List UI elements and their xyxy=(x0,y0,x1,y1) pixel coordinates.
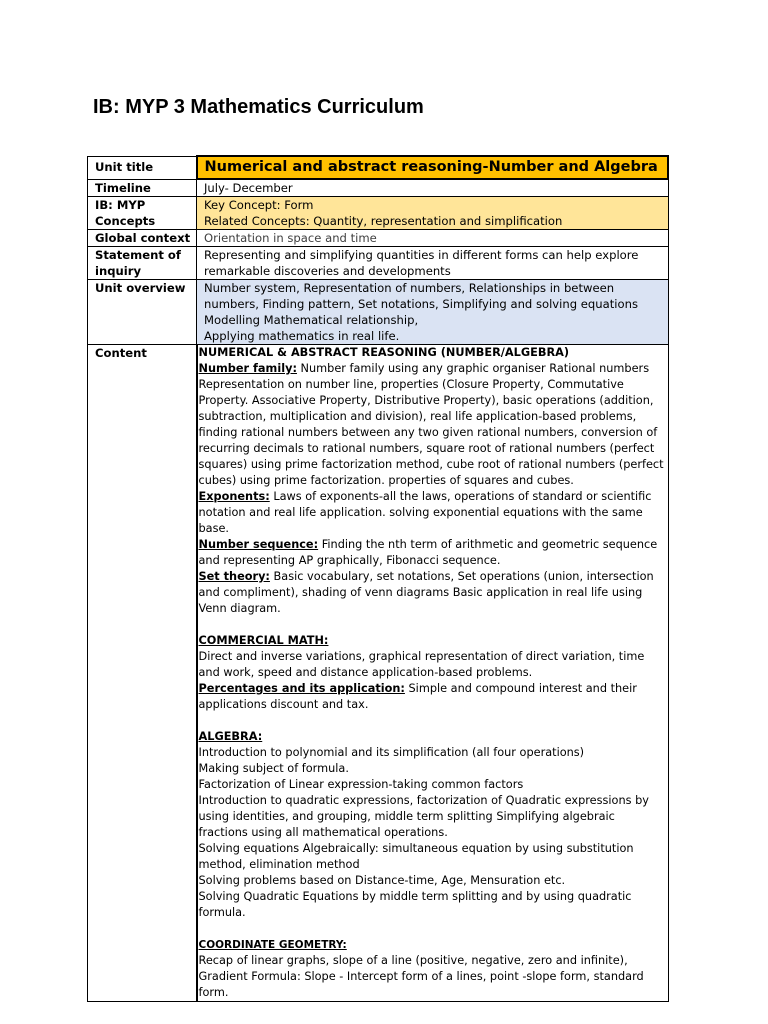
set-theory-text: Basic vocabulary, set notations, Set operations (union, intersection and compliment), shading of venn diagrams Basic application in real life using Venn diagram. xyxy=(198,570,654,615)
statement-label-line1: Statement of xyxy=(95,248,181,262)
statement-label xyxy=(88,247,197,280)
page-title: IB: MYP 3 Mathematics Curriculum xyxy=(93,96,424,118)
algebra-line: Factorization of Linear expression-taking common factors xyxy=(198,778,524,791)
row-timeline xyxy=(88,179,669,197)
commercial-heading: COMMERCIAL MATH: xyxy=(198,634,329,647)
row-unit-overview xyxy=(88,280,669,345)
overview-line2: Applying mathematics in real life. xyxy=(204,329,400,343)
algebra-line: Solving Quadratic Equations by middle term splitting and by using quadratic formula. xyxy=(198,890,632,919)
number-family-text: Number family using any graphic organiser Rational numbers Representation on number line, properties (Closure Property, Commutative Property. Associative Property, Distributive Property), basic operations (addition, subtraction, multiplication and division), real life application-based problems, finding rational numbers between any two given rational numbers, conversion of recurring decimals to rational numbers, square root of rational numbers (perfect squares) using prime factorization method, cube root of rational numbers (perfect cubes) using prime factorization. properties of squares and cubes. xyxy=(198,362,664,487)
set-theory-label: Set theory: xyxy=(198,570,270,583)
algebra-line: Solving equations Algebraically: simultaneous equation by using substitution method, elimination method xyxy=(198,842,634,871)
overview-line1: Number system, Representation of numbers, Relationships in between numbers, Finding pattern, Set notations, Simplifying and solving equations Modelling Mathematical relationship, xyxy=(204,281,638,327)
set-theory-paragraph xyxy=(199,569,666,617)
number-family-label: Number family: xyxy=(198,362,297,375)
spacer xyxy=(199,921,666,937)
concepts-value xyxy=(197,197,669,230)
algebra-line: Making subject of formula. xyxy=(198,762,349,775)
sequence-paragraph xyxy=(199,537,666,569)
statement-value: Representing and simplifying quantities in different forms can help explore remarkable discoveries and developments xyxy=(197,247,669,280)
row-global-context xyxy=(88,230,669,247)
statement-label-line2: inquiry xyxy=(95,264,142,278)
commercial-text: Direct and inverse variations, graphical representation of direct variation, time and work, speed and distance application-based problems. xyxy=(198,650,645,679)
percent-text: Simple and compound interest and their applications discount and tax. xyxy=(198,682,637,711)
sequence-label: Number sequence: xyxy=(198,538,319,551)
row-statement xyxy=(88,247,669,280)
sequence-text: Finding the nth term of arithmetic and geometric sequence and representing AP graphically, Fibonacci sequence. xyxy=(198,538,658,567)
percent-paragraph xyxy=(199,681,666,713)
algebra-line: Introduction to polynomial and its simplification (all four operations) xyxy=(198,746,585,759)
algebra-line: Introduction to quadratic expressions, factorization of Quadratic expressions by using identities, and grouping, middle term splitting Simplifying algebraic fractions using all mathematical operations. xyxy=(198,794,649,839)
spacer xyxy=(199,617,666,633)
coordinate-line: Gradient Formula: Slope - Intercept form of a lines, point -slope form, standard form. xyxy=(198,970,644,999)
overview-label: Unit overview xyxy=(88,280,197,345)
concepts-label-line2: Concepts xyxy=(95,214,156,228)
coordinate-heading: COORDINATE GEOMETRY: xyxy=(198,939,347,951)
content-value xyxy=(197,345,669,1002)
number-family-paragraph xyxy=(199,361,666,489)
percent-label: Percentages and its application: xyxy=(198,682,405,695)
related-concepts: Related Concepts: Quantity, representation and simplification xyxy=(204,214,563,228)
key-concept: Key Concept: Form xyxy=(204,198,314,212)
content-heading: NUMERICAL & ABSTRACT REASONING (NUMBER/ALGEBRA) xyxy=(198,346,570,359)
row-content xyxy=(88,345,669,1002)
row-concepts xyxy=(88,197,669,230)
exponents-paragraph xyxy=(199,489,666,537)
global-context-label: Global context xyxy=(88,230,197,247)
exponents-label: Exponents: xyxy=(198,490,270,503)
global-context-value: Orientation in space and time xyxy=(197,230,669,247)
unit-title-label: Unit title xyxy=(88,156,197,179)
spacer xyxy=(199,713,666,729)
timeline-value: July- December xyxy=(197,179,669,197)
curriculum-table xyxy=(87,155,669,1002)
row-unit-title xyxy=(88,156,669,179)
algebra-line: Solving problems based on Distance-time, Age, Mensuration etc. xyxy=(198,874,566,887)
coordinate-line: Recap of linear graphs, slope of a line (positive, negative, zero and infinite), xyxy=(198,954,628,967)
timeline-label: Timeline xyxy=(88,179,197,197)
content-label: Content xyxy=(88,345,197,1002)
exponents-text: Laws of exponents-all the laws, operations of standard or scientific notation and real life application. solving exponential equations with the same base. xyxy=(198,490,652,535)
concepts-label-line1: IB: MYP xyxy=(95,198,146,212)
overview-value xyxy=(197,280,669,345)
concepts-label xyxy=(88,197,197,230)
unit-title-value: Numerical and abstract reasoning-Number and Algebra xyxy=(197,156,669,179)
algebra-heading: ALGEBRA: xyxy=(198,730,263,743)
